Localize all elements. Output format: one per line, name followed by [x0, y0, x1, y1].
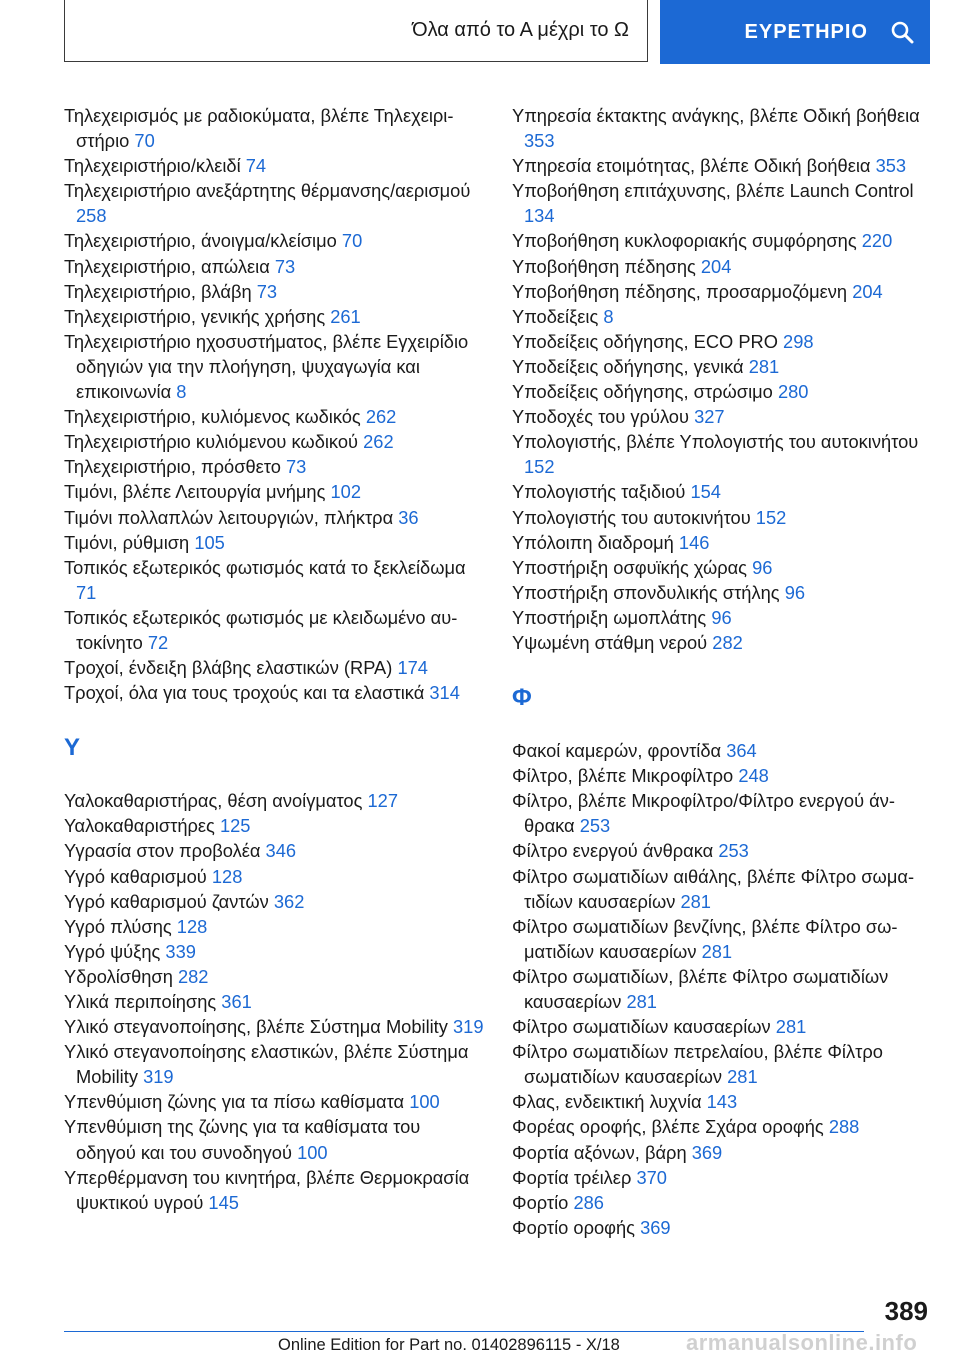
section-letter: Φ: [512, 684, 532, 712]
index-entry-term: Υποδοχές του γρύλου: [512, 406, 689, 428]
index-entry-term: Τοπικός εξωτερικός φωτισμός κατά το ξεκλείδωμα: [64, 556, 466, 578]
index-entry: [512, 178, 930, 228]
index-entry: [64, 555, 484, 605]
page-link[interactable]: 73: [256, 280, 278, 302]
index-entry-term: Υγρό πλύσης: [64, 915, 172, 937]
index-entry: [64, 329, 484, 404]
index-entry-term: Υπηρεσία ετοιμότητας, βλέπε Οδική βοήθεια: [512, 155, 871, 177]
index-entry: [512, 630, 930, 655]
page-link[interactable]: 361: [221, 991, 252, 1012]
index-entry-term: Υποβοήθηση επιτάχυνσης, βλέπε Launch Control: [512, 180, 914, 202]
page-link[interactable]: 71: [76, 581, 97, 603]
index-entry: [64, 838, 484, 863]
page-link[interactable]: 36: [398, 506, 419, 528]
page-link[interactable]: 280: [777, 381, 809, 403]
index-entry: [512, 1140, 930, 1165]
index-entry: [512, 404, 930, 429]
index-entry: [64, 813, 484, 838]
index-entry: [64, 254, 484, 279]
index-entry-term: Υπόλοιπη διαδρομή: [512, 531, 674, 553]
page-link[interactable]: 281: [727, 1066, 758, 1088]
page-link[interactable]: 346: [265, 840, 297, 862]
page-link[interactable]: 282: [177, 965, 209, 987]
index-entry: [512, 838, 930, 863]
index-entry: [512, 763, 930, 788]
page-link[interactable]: 174: [397, 657, 428, 679]
index-entry: [512, 530, 930, 555]
index-entry-term: Υγρό ψύξης: [64, 940, 161, 962]
index-entry: [512, 304, 930, 329]
index-entry-term: Τοπικός εξωτερικός φωτισμός με κλειδωμένο αυτοκίνητο: [64, 606, 458, 653]
index-entry-term: Υπολογιστής ταξιδιού: [512, 481, 686, 503]
page-link[interactable]: 96: [784, 581, 806, 603]
page-link[interactable]: 339: [165, 940, 196, 962]
index-entry: [64, 479, 484, 504]
index-entry-term: Τιμόνι, ρύθμιση: [64, 531, 190, 553]
index-entry: [64, 964, 484, 989]
index-entry: [512, 1114, 930, 1139]
page-link[interactable]: 253: [718, 840, 749, 862]
index-entry-term: Τηλεχειριστήριο, πρόσθετο: [64, 456, 281, 478]
index-entry: [64, 989, 484, 1014]
index-entry-term: Υαλοκαθαριστήρες: [64, 815, 215, 837]
index-entry-term: Φίλτρο, βλέπε Μικροφίλτρο: [512, 765, 734, 787]
index-entry: [512, 279, 930, 304]
page-link[interactable]: 100: [297, 1141, 328, 1163]
tab-index[interactable]: [660, 0, 930, 64]
page-link[interactable]: 102: [330, 481, 362, 503]
page-link[interactable]: 146: [678, 531, 710, 553]
index-entry: [512, 329, 930, 354]
page-link[interactable]: 262: [365, 406, 397, 428]
page-link[interactable]: 96: [711, 606, 732, 628]
page-link[interactable]: 327: [694, 406, 725, 428]
index-entry: [64, 404, 484, 429]
page-link[interactable]: 125: [219, 815, 251, 837]
index-entry: [64, 429, 484, 454]
index-entry-term: Φίλτρο σωματιδίων καυσαερίων: [512, 1016, 771, 1038]
page-link[interactable]: 127: [367, 790, 398, 812]
page-link[interactable]: 73: [274, 255, 296, 277]
index-entry: [512, 354, 930, 379]
index-entry-term: Τροχοί, ένδειξη βλάβης ελαστικών (RPA): [64, 657, 393, 679]
index-entry: [512, 864, 930, 914]
index-entry-term: Τηλεχειριστήριο/κλειδί: [64, 155, 241, 177]
index-entry: [64, 655, 484, 680]
page-link[interactable]: 152: [524, 456, 555, 478]
index-entry-term: Υλικό στεγανοποίησης ελαστικών, βλέπε Σύστημα Mobility: [64, 1041, 469, 1088]
page-link[interactable]: 319: [143, 1066, 174, 1088]
page-link[interactable]: 353: [875, 155, 907, 177]
tab-index-label: ΕΥΡΕΤΗΡΙΟ: [744, 20, 868, 43]
index-entry: [512, 1089, 930, 1114]
index-entry: [64, 1165, 484, 1215]
index-entry: [64, 605, 484, 655]
page-link[interactable]: 281: [626, 991, 657, 1012]
index-entry-term: Υλικό στεγανοποίησης, βλέπε Σύστημα Mobility: [64, 1016, 448, 1038]
index-entry: [512, 605, 930, 630]
section-letter: Υ: [64, 734, 81, 762]
page-link[interactable]: 281: [775, 1016, 807, 1038]
index-entry: [512, 1039, 930, 1089]
page-link[interactable]: 362: [273, 890, 305, 912]
index-entry: [512, 429, 930, 479]
index-entry: [64, 454, 484, 479]
index-entry-term: Τηλεχειριστήριο, βλάβη: [64, 280, 252, 302]
index-entry: [64, 864, 484, 889]
index-entry-term: Υπερθέρμανση του κινητήρα, βλέπε Θερμοκρασία ψυκτικού υγρού: [64, 1166, 470, 1213]
index-entry: [64, 103, 484, 153]
index-entry: [64, 914, 484, 939]
index-entry-term: Υποδείξεις οδήγησης, ECO PRO: [512, 330, 778, 352]
index-entry-term: Υποδείξεις οδήγησης, γενικά: [512, 355, 744, 377]
index-entry-term: Υποστήριξη σπονδυλικής στήλης: [512, 581, 780, 603]
page-link[interactable]: 253: [579, 815, 611, 837]
page-link[interactable]: 105: [194, 531, 225, 553]
index-entry-term: Υαλοκαθαριστήρας, θέση ανοίγματος: [64, 790, 363, 812]
page-link[interactable]: 281: [748, 355, 780, 377]
index-entry: [512, 228, 930, 253]
page-link[interactable]: 74: [245, 155, 267, 177]
page-link[interactable]: 154: [690, 481, 721, 503]
index-entry-term: Τηλεχειριστήριο ανεξάρτητης θέρμανσης/αερισμού: [64, 180, 471, 202]
index-entry: [64, 788, 484, 813]
page-link[interactable]: 370: [636, 1166, 667, 1188]
index-entry: [64, 1014, 484, 1039]
index-entry: [64, 1039, 484, 1089]
page-link[interactable]: 143: [706, 1091, 738, 1113]
index-entry-term: Τηλεχειριστήριο κυλιόμενου κωδικού: [64, 431, 359, 453]
index-entry: [64, 505, 484, 530]
tab-alphabetical-label: Όλα από το Α μέχρι το Ω: [412, 19, 629, 41]
page-number: 389: [884, 1296, 928, 1326]
index-entry: [512, 1190, 930, 1215]
page-link[interactable]: 152: [755, 506, 787, 528]
index-entry-term: Φίλτρο σωματιδίων βενζίνης, βλέπε Φίλτρο σωματιδίων καυσαερίων: [512, 915, 898, 962]
index-entry: [64, 1114, 484, 1164]
index-entry: [512, 1215, 930, 1240]
index-entry-term: Υδρολίσθηση: [64, 965, 173, 987]
index-entry-term: Υποβοήθηση πέδησης: [512, 255, 696, 277]
page-link[interactable]: 204: [700, 255, 732, 277]
index-entry-term: Φίλτρο, βλέπε Μικροφίλτρο/Φίλτρο ενεργού άνθρακα: [512, 790, 895, 837]
index-entry: [512, 103, 930, 153]
index-entry: [512, 964, 930, 1014]
index-entry-term: Φορτία αξόνων, βάρη: [512, 1141, 687, 1163]
index-entry-term: Τηλεχειριστήριο, κυλιόμενος κωδικός: [64, 406, 361, 428]
index-column-left: [64, 103, 484, 1215]
page-link[interactable]: 282: [712, 631, 743, 653]
index-entry-term: Φορτίο οροφής: [512, 1216, 635, 1238]
index-entry-term: Υγρό καθαρισμού: [64, 865, 207, 887]
edition-note: Online Edition for Part no. 01402896115 - X/18: [278, 1336, 620, 1354]
index-entry: [512, 254, 930, 279]
index-entry: [64, 304, 484, 329]
index-entry-term: Φακοί καμερών, φροντίδα: [512, 740, 722, 762]
page-link[interactable]: 204: [852, 280, 883, 302]
index-entry-term: Φορτίο: [512, 1191, 569, 1213]
index-entry: [64, 228, 484, 253]
page-link[interactable]: 100: [409, 1091, 440, 1113]
index-entry-term: Φλας, ενδεικτική λυχνία: [512, 1091, 702, 1113]
index-entry: [64, 889, 484, 914]
page-link[interactable]: 70: [341, 230, 363, 252]
page-link[interactable]: 72: [147, 631, 169, 653]
index-entry: [512, 153, 930, 178]
page-link[interactable]: 369: [640, 1216, 671, 1238]
index-entry-term: Φίλτρο σωματιδίων αιθάλης, βλέπε Φίλτρο σωματιδίων καυσαερίων: [512, 865, 915, 912]
index-entry-term: Υποδείξεις: [512, 305, 599, 327]
index-entry-term: Τηλεχειριστήριο, άνοιγμα/κλείσιμο: [64, 230, 337, 252]
page-link[interactable]: 261: [330, 305, 361, 327]
index-entry-term: Υψωμένη στάθμη νερού: [512, 631, 708, 653]
page-link[interactable]: 96: [752, 556, 773, 578]
index-entry: [512, 580, 930, 605]
index-entry: [64, 530, 484, 555]
index-entry-term: Υποβοήθηση κυκλοφοριακής συμφόρησης: [512, 230, 857, 252]
index-entry: [512, 738, 930, 763]
top-navigation: [64, 0, 930, 64]
index-entry-term: Υπενθύμιση ζώνης για τα πίσω καθίσματα: [64, 1091, 405, 1113]
index-entry-term: Φίλτρο σωματιδίων πετρελαίου, βλέπε Φίλτρο σωματιδίων καυσαερίων: [512, 1041, 883, 1088]
page-link[interactable]: 262: [363, 431, 394, 453]
index-entry-term: Τηλεχειριστήριο, γενικής χρήσης: [64, 305, 326, 327]
index-entry: [64, 939, 484, 964]
index-entry-term: Τηλεχειρισμός με ραδιοκύματα, βλέπε Τηλεχειριστήριο: [64, 105, 454, 152]
page-link[interactable]: 286: [573, 1191, 604, 1213]
index-entry-term: Φίλτρο σωματιδίων, βλέπε Φίλτρο σωματιδίων καυσαερίων: [512, 965, 889, 1012]
index-entry-term: Τηλεχειριστήριο, απώλεια: [64, 255, 270, 277]
page-link[interactable]: 134: [524, 205, 555, 227]
index-entry-term: Υγρό καθαρισμού ζαντών: [64, 890, 269, 912]
page-link[interactable]: 128: [211, 865, 243, 887]
index-entry-term: Τιμόνι πολλαπλών λειτουργιών, πλήκτρα: [64, 506, 394, 528]
index-entry: [512, 1014, 930, 1039]
page-link[interactable]: 281: [701, 940, 733, 962]
index-entry-term: Φορέας οροφής, βλέπε Σχάρα οροφής: [512, 1116, 824, 1138]
index-entry-term: Υπηρεσία έκτακτης ανάγκης, βλέπε Οδική βοήθεια: [512, 105, 920, 126]
index-entry-term: Υπενθύμιση της ζώνης για τα καθίσματα του οδηγού και του συνοδηγού: [64, 1116, 421, 1163]
tab-alphabetical[interactable]: [64, 0, 648, 62]
index-entry-term: Τιμόνι, βλέπε Λειτουργία μνήμης: [64, 481, 326, 503]
page-link[interactable]: 369: [691, 1141, 723, 1163]
page-link[interactable]: 70: [134, 130, 155, 152]
index-entry-term: Υποστήριξη οσφυϊκής χώρας: [512, 556, 747, 578]
index-entry: [512, 479, 930, 504]
index-entry: [512, 1165, 930, 1190]
index-entry-term: Υποδείξεις οδήγησης, στρώσιμο: [512, 381, 773, 403]
index-entry-term: Υποστήριξη ωμοπλάτης: [512, 606, 707, 628]
index-entry-term: Τροχοί, όλα για τους τροχούς και τα ελαστικά: [64, 682, 425, 704]
page-link[interactable]: 145: [208, 1191, 239, 1213]
page-link[interactable]: 248: [738, 765, 769, 787]
page-link[interactable]: 288: [828, 1116, 860, 1138]
index-entry-term: Υπολογιστής, βλέπε Υπολογιστής του αυτοκινήτου: [512, 431, 919, 453]
index-entry-term: Υποβοήθηση πέδησης, προσαρμοζόμενη: [512, 280, 848, 302]
page-link[interactable]: 353: [524, 130, 555, 152]
index-entry: [512, 555, 930, 580]
page-link[interactable]: 8: [176, 381, 187, 403]
page-link[interactable]: 319: [453, 1016, 484, 1038]
search-icon[interactable]: [890, 20, 914, 44]
page-link[interactable]: 220: [861, 230, 893, 252]
index-entry: [512, 914, 930, 964]
index-entry-term: Υγρασία στον προβολέα: [64, 840, 261, 862]
page-link[interactable]: 258: [76, 205, 107, 227]
page-link[interactable]: 298: [783, 330, 814, 352]
page-link[interactable]: 364: [726, 740, 757, 762]
index-entry: [64, 178, 484, 228]
index-entry: [512, 505, 930, 530]
index-entry: [64, 279, 484, 304]
index-entry: [64, 1089, 484, 1114]
index-entry: [64, 153, 484, 178]
page-link[interactable]: 73: [286, 456, 307, 478]
index-entry-term: Φίλτρο ενεργού άνθρακα: [512, 840, 714, 862]
page-link[interactable]: 314: [429, 682, 460, 704]
page-link[interactable]: 128: [176, 915, 208, 937]
page-link[interactable]: 281: [680, 890, 711, 912]
index-entry-term: Υλικά περιποίησης: [64, 991, 217, 1012]
index-entry-term: Τηλεχειριστήριο ηχοσυστήματος, βλέπε Εγχειρίδιο οδηγιών για την πλοήγηση, ψυχαγωγία και επικοινωνία: [64, 330, 469, 403]
index-entry: [512, 379, 930, 404]
index-entry: [512, 788, 930, 838]
index-entry: [64, 680, 484, 705]
index-entry-term: Φορτία τρέιλερ: [512, 1166, 632, 1188]
index-column-right: [512, 103, 930, 1240]
page-link[interactable]: 8: [603, 305, 614, 327]
watermark: armanualsonline.info: [686, 1330, 918, 1355]
index-entry-term: Υπολογιστής του αυτοκινήτου: [512, 506, 751, 528]
